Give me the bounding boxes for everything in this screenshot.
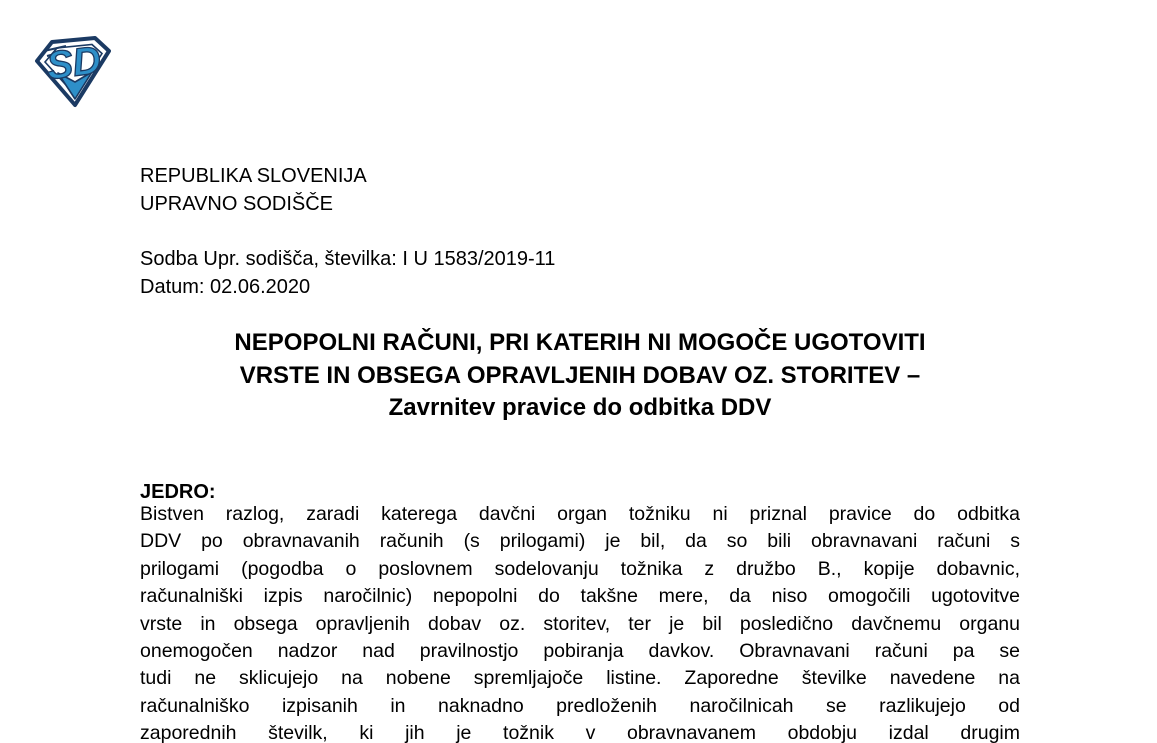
logo-letters: SD	[44, 38, 104, 89]
jedro-body-line: računalniško izpisanih in naknadno predloženih naročilnicah se razlikujejo od	[140, 694, 1020, 717]
jedro-body-line: onemogočen nadzor nad pravilnostjo pobiranja davkov. Obravnavani računi pa se	[140, 640, 1020, 663]
title-line: NEPOPOLNI RAČUNI, PRI KATERIH NI MOGOČE UGOTOVITI	[234, 329, 926, 356]
jedro-body-line: DDV po obravnavanih računih (s prilogami) je bil, da so bili obravnavani računi s	[140, 530, 1020, 553]
jedro-body-line: prilogami (pogodba o poslovnem sodelovanju tožnika z družbo B., kopije dobavnic,	[140, 557, 1020, 580]
title-line: VRSTE IN OBSEGA OPRAVLJENIH DOBAV OZ. STORITEV –	[239, 361, 921, 389]
jedro-body-line: računalniški izpis naročilnic) nepopolni do takšne mere, da niso omogočili ugotovitve	[140, 585, 1020, 608]
case-info	[140, 246, 555, 301]
jedro-body-paragraph	[140, 501, 1020, 743]
judgment-number-line: Sodba Upr. sodišča, številka: I U 1583/2019-11	[140, 248, 556, 270]
jedro-body-line: vrste in obsega opravljenih dobav oz. storitev, ter je bil posledično davčnemu organu	[140, 612, 1020, 635]
republic-name: REPUBLIKA SLOVENIJA	[140, 165, 367, 187]
org-header	[140, 163, 367, 218]
judgment-date-line: Datum: 02.06.2020	[140, 275, 311, 298]
jedro-body-line: Bistven razlog, zaradi katerega davčni organ tožniku ni priznal pravice do odbitka	[140, 503, 1020, 525]
document-title	[140, 327, 1020, 425]
sd-diamond-logo	[32, 35, 114, 109]
jedro-body-line: tudi ne sklicujejo na nobene spremljajoče listine. Zaporedne številke navedene na	[140, 667, 1020, 690]
title-line: Zavrnitev pravice do odbitka DDV	[388, 394, 772, 421]
court-name: UPRAVNO SODIŠČE	[140, 192, 333, 215]
jedro-body-line: zaporednih številk, ki jih je tožnik v obravnavanem obdobju izdal drugim	[140, 722, 1020, 743]
jedro-heading: JEDRO:	[140, 481, 216, 503]
